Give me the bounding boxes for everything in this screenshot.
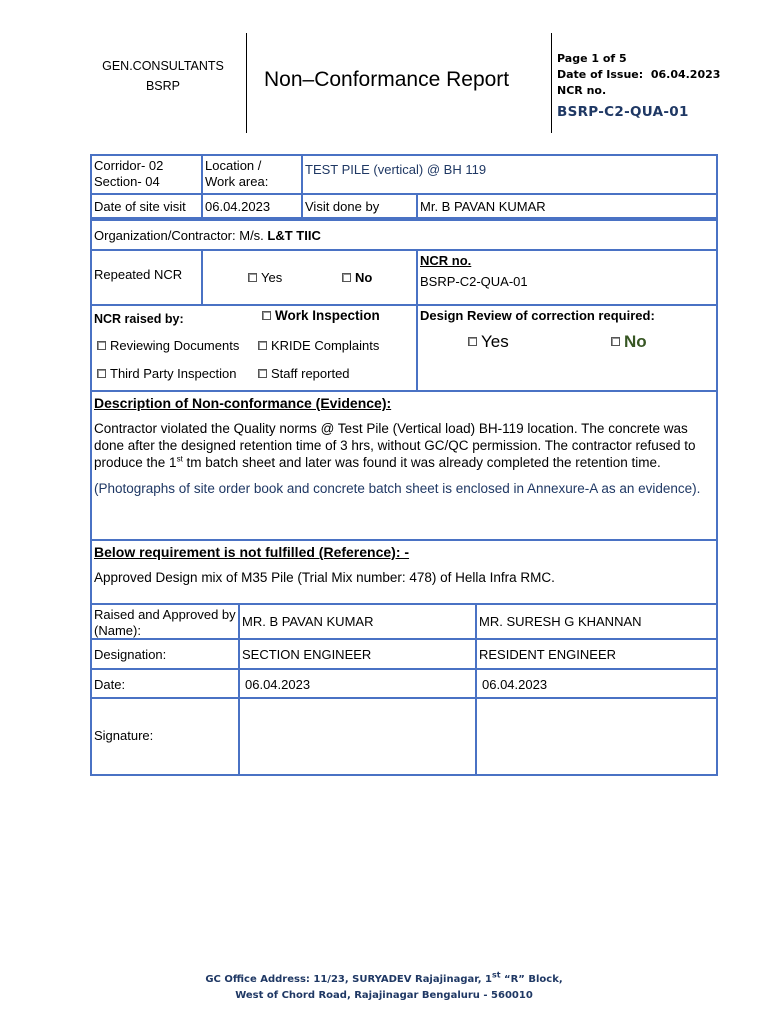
header-divider-left (246, 33, 247, 133)
third-party-inspection-option[interactable] (97, 366, 236, 382)
corridor-text: Corridor- 02 (94, 158, 164, 173)
location-label-2: Work area: (205, 174, 269, 189)
design-review-no-label: No (624, 332, 647, 351)
site-visit-date-label-cell (90, 193, 203, 219)
location-value: TEST PILE (vertical) @ BH 119 (305, 162, 487, 177)
description-body-sup: st (176, 454, 183, 464)
site-visit-date-label: Date of site visit (94, 199, 186, 214)
description-body (94, 420, 711, 471)
footer-line-1-sup: st (491, 970, 501, 980)
repeated-ncr-label-cell (90, 249, 203, 306)
visit-done-value-cell (416, 193, 718, 219)
kride-complaints-checkbox[interactable] (258, 341, 267, 350)
approver-name-2: MR. SURESH G KHANNAN (479, 614, 642, 629)
repeated-ncr-number-cell (416, 249, 718, 306)
designation-1: SECTION ENGINEER (242, 647, 372, 662)
kride-complaints-option[interactable] (258, 338, 379, 354)
visit-done-label-cell (301, 193, 418, 219)
description-heading: Description of Non-conformance (Evidence): (94, 395, 392, 411)
designation-label-cell (90, 638, 240, 670)
description-body-2: tm batch sheet and later was found it was already completed the retention time. (182, 455, 661, 470)
ncr-raised-by-label: NCR raised by: (94, 312, 184, 326)
contractor-label: Organization/Contractor: M/s. (94, 228, 264, 243)
page-info: Page 1 of 5 (557, 52, 627, 65)
date-label: Date: (94, 677, 126, 692)
designation-2-cell (475, 638, 718, 670)
repeated-no-label: No (355, 270, 373, 285)
design-review-no-option[interactable] (611, 334, 647, 350)
visit-done-label: Visit done by (305, 199, 380, 214)
approver-name-2-cell (475, 603, 718, 640)
location-label-cell (201, 154, 303, 195)
site-visit-date-cell (201, 193, 303, 219)
org-project: BSRP (145, 79, 181, 93)
date-1: 06.04.2023 (245, 677, 311, 692)
description-cell (90, 390, 718, 541)
signature-2-cell (475, 697, 718, 776)
third-party-inspection-checkbox[interactable] (97, 369, 106, 378)
organization-block (88, 56, 238, 96)
footer-line-1a: GC Office Address: 11/23, SURYADEV Rajajinagar, 1 (205, 974, 492, 985)
requirement-heading: Below requirement is not fulfilled (Reference): - (94, 544, 410, 560)
repeated-no-checkbox[interactable] (342, 273, 351, 282)
footer-line-1b: “R” Block, (500, 974, 563, 985)
footer-address (0, 972, 768, 1004)
third-party-inspection-label: Third Party Inspection (110, 366, 237, 381)
issue-date-value: 06.04.2023 (650, 68, 721, 81)
organization-contractor-cell (90, 219, 718, 251)
site-visit-date-value: 06.04.2023 (205, 199, 271, 214)
design-review-cell (416, 304, 718, 392)
approver-name-1: MR. B PAVAN KUMAR (242, 614, 374, 629)
document-meta (557, 51, 720, 120)
design-review-yes-label: Yes (481, 332, 509, 351)
designation-label: Designation: (94, 647, 167, 662)
issue-date-line (557, 67, 720, 83)
signature-label: Signature: (94, 728, 154, 743)
issue-date-label: Date of Issue: (557, 68, 644, 81)
date-label-cell (90, 668, 240, 699)
work-inspection-option[interactable] (262, 308, 380, 324)
visit-done-value: Mr. B PAVAN KUMAR (420, 199, 546, 214)
design-review-no-checkbox[interactable] (611, 337, 620, 346)
staff-reported-option[interactable] (258, 366, 350, 382)
ncr-number-code: BSRP-C2-QUA-01 (557, 104, 689, 120)
org-name: GEN.CONSULTANTS (102, 59, 224, 73)
repeated-ncr-label: Repeated NCR (94, 267, 183, 282)
work-inspection-label: Work Inspection (275, 308, 380, 323)
section-text: Section- 04 (94, 174, 160, 189)
requirement-cell (90, 539, 718, 605)
design-review-yes-checkbox[interactable] (468, 337, 477, 346)
staff-reported-label: Staff reported (271, 366, 350, 381)
location-label-1: Location / (205, 158, 262, 173)
date-2: 06.04.2023 (482, 677, 548, 692)
reviewing-documents-label: Reviewing Documents (110, 338, 240, 353)
ncr-raised-by-cell (90, 304, 418, 392)
footer-line-1 (0, 972, 768, 988)
annexure-note: (Photographs of site order book and concrete batch sheet is enclosed in Annexure-A as an evidence). (94, 481, 701, 496)
reviewing-documents-checkbox[interactable] (97, 341, 106, 350)
repeated-yes-option[interactable] (248, 270, 282, 286)
designation-1-cell (238, 638, 477, 670)
signature-1-cell (238, 697, 477, 776)
requirement-body: Approved Design mix of M35 Pile (Trial Mix number: 478) of Hella Infra RMC. (94, 570, 555, 585)
designation-2: RESIDENT ENGINEER (479, 647, 617, 662)
approver-name-1-cell (238, 603, 477, 640)
raised-approved-label: Raised and Approved by (Name): (94, 607, 236, 638)
repeated-ncr-options-cell (201, 249, 418, 306)
header-divider-right (551, 33, 552, 133)
corridor-cell (90, 154, 203, 195)
repeated-no-option[interactable] (342, 270, 372, 286)
repeated-yes-checkbox[interactable] (248, 273, 257, 282)
work-inspection-checkbox[interactable] (262, 311, 271, 320)
ncr-number-label: NCR no. (557, 84, 607, 97)
date-1-cell (238, 668, 477, 699)
staff-reported-checkbox[interactable] (258, 369, 267, 378)
design-review-yes-option[interactable] (468, 334, 509, 350)
repeated-ncr-number-value: BSRP-C2-QUA-01 (420, 274, 528, 289)
footer-line-2: West of Chord Road, Rajajinagar Bengaluru - 560010 (235, 990, 533, 1001)
repeated-yes-label: Yes (261, 270, 283, 285)
design-review-label: Design Review of correction required: (420, 308, 655, 323)
repeated-ncr-number-label: NCR no. (420, 253, 472, 268)
kride-complaints-label: KRIDE Complaints (271, 338, 380, 353)
reviewing-documents-option[interactable] (97, 338, 239, 354)
contractor-name: L&T TIIC (267, 228, 321, 243)
location-value-cell (301, 154, 718, 195)
document-title: Non–Conformance Report (264, 68, 510, 91)
description-body-1: Contractor violated the Quality norms @ Test Pile (Vertical load) BH-119 location. The concrete was done after the designed retention time of 3 hrs, without GC/QC permission. The contractor refused to produce the 1 (94, 421, 696, 470)
date-2-cell (475, 668, 718, 699)
signature-label-cell (90, 697, 240, 776)
raised-approved-label-cell (90, 603, 240, 640)
